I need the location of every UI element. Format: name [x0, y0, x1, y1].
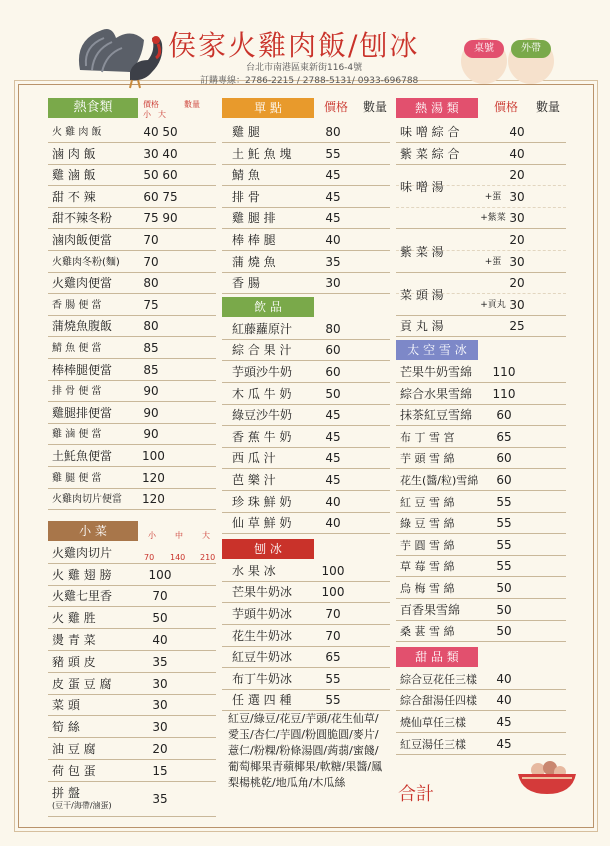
side-price: 40 [152, 633, 168, 647]
item-name: 蒲 燒 魚 [232, 254, 276, 269]
price-small: 60 [143, 189, 159, 204]
size-large-label: 大 [202, 530, 210, 540]
menu-row[interactable] [48, 252, 216, 273]
snow-price: 60 [496, 408, 512, 423]
price-small: 80 [143, 276, 159, 291]
item-name: 棒 棒 腿 [232, 233, 276, 247]
drink-row[interactable] [222, 427, 390, 448]
snow-name: 草 莓 雪 綿 [400, 560, 455, 574]
item-name: 甜 不 辣 [52, 189, 96, 204]
snow-name: 抹茶紅豆雪綿 [400, 408, 473, 423]
menu-row[interactable] [222, 208, 390, 229]
ice-row[interactable] [222, 604, 390, 625]
dessert-price: 40 [496, 671, 512, 686]
drink-price: 80 [325, 321, 341, 336]
price-small: 120 [142, 470, 165, 485]
size-large-price: 210 [200, 552, 216, 562]
item-name: 火雞肉切片便當 [52, 494, 122, 506]
table-number-label: 桌號 [464, 40, 504, 58]
side-row[interactable] [48, 674, 216, 695]
snow-price: 50 [496, 624, 512, 639]
price-small: 80 [143, 319, 159, 334]
soup-price: 20 [509, 233, 525, 247]
price-large: 50 [162, 125, 178, 139]
dessert-bowl-icon [516, 756, 578, 796]
ice-row[interactable] [222, 561, 390, 582]
soup-price: 20 [509, 276, 525, 291]
menu-row[interactable] [222, 187, 390, 208]
soup-name: 菜 頭 湯 [400, 287, 444, 302]
soup-price: 25 [509, 319, 525, 334]
soup-row[interactable] [396, 316, 566, 337]
snow-row[interactable] [396, 513, 566, 534]
item-price: 45 [325, 211, 341, 226]
menu-row[interactable] [222, 252, 390, 273]
large-label: 大 [158, 110, 166, 119]
drink-row[interactable] [222, 384, 390, 405]
snow-row[interactable] [396, 427, 566, 448]
soup-name: 味 噌 綜 合 [400, 125, 460, 139]
item-name: 土 魠 魚 塊 [232, 146, 292, 161]
price-header: 價格 [323, 100, 348, 114]
drink-name: 木 瓜 牛 奶 [232, 386, 292, 401]
soup-name: 味 噌 湯 [400, 179, 444, 194]
soup-row[interactable] [396, 287, 566, 316]
side-price: 50 [152, 611, 168, 626]
item-name: 香 腸 便 當 [52, 299, 102, 311]
dessert-price: 45 [496, 736, 512, 751]
section-title-desserts: 甜 品 類 [396, 647, 478, 667]
item-price: 45 [325, 168, 341, 183]
soup-name: 貢 丸 湯 [400, 319, 444, 334]
dessert-price: 45 [496, 715, 512, 729]
soup-row[interactable] [396, 122, 566, 143]
item-price: 40 [325, 233, 341, 247]
size-medium-price: 140 [170, 552, 186, 562]
ice-name: 芒果牛奶冰 [232, 585, 293, 600]
item-name: 鯖 魚 便 當 [52, 343, 102, 354]
item-name: 滷 肉 飯 [52, 146, 96, 161]
soup-addon: +貢丸 [480, 299, 506, 310]
item-name: 棒棒腿便當 [52, 362, 113, 377]
soup-price: 30 [509, 211, 525, 226]
item-name: 香 腸 [232, 276, 260, 291]
section-title-hot-food: 熱食類 [48, 98, 138, 118]
price-small: 50 [143, 168, 159, 183]
side-name: 火 雞 胜 [52, 611, 96, 626]
section-title-drinks: 飲 品 [222, 297, 314, 317]
menu-row[interactable] [48, 165, 216, 186]
side-row[interactable] [48, 565, 216, 586]
price-large: 40 [162, 146, 178, 161]
dessert-name: 綜合甜湯任四樣 [400, 694, 477, 708]
soup-price: 40 [509, 125, 525, 139]
dessert-row[interactable] [396, 690, 566, 711]
side-row[interactable] [48, 652, 216, 673]
price-small: 120 [142, 492, 165, 507]
ice-row[interactable] [222, 582, 390, 603]
side-price: 30 [152, 676, 168, 691]
section-title-sides: 小 菜 [48, 521, 138, 541]
snow-price: 110 [492, 386, 516, 401]
small-label: 小 [143, 110, 151, 119]
item-name: 火雞肉冬粉(麵) [52, 256, 120, 268]
snow-price: 55 [496, 559, 512, 574]
ice-row[interactable] [222, 647, 390, 668]
section-title-snow-ice: 太 空 雪 冰 [396, 340, 478, 360]
snow-name: 芋 圓 雪 綿 [400, 538, 455, 552]
price-large: 75 [162, 189, 178, 204]
section-title-a-la-carte: 單 點 [222, 98, 314, 118]
menu-row[interactable] [48, 446, 216, 467]
soup-price: 30 [509, 297, 525, 312]
snow-row[interactable] [396, 470, 566, 491]
section-title-soup: 熱 湯 類 [396, 98, 478, 118]
soup-price: 30 [509, 189, 525, 204]
price-small: 90 [143, 405, 159, 420]
price-small: 40 [143, 125, 159, 139]
snow-row[interactable] [396, 600, 566, 621]
drink-name: 西 瓜 汁 [232, 451, 276, 466]
drink-row[interactable] [222, 319, 390, 340]
dessert-row[interactable] [396, 669, 566, 690]
size-medium-label: 中 [175, 530, 183, 540]
side-name: 火 雞 翅 膀 [52, 567, 112, 582]
price-header: 價格 [143, 100, 159, 109]
snow-name: 花生(醬/粒)雪綿 [400, 474, 479, 487]
snow-price: 65 [496, 429, 512, 444]
menu-row[interactable] [48, 295, 216, 316]
side-row[interactable] [48, 739, 216, 760]
qty-header: 數量 [535, 100, 560, 114]
ice-row[interactable] [222, 669, 390, 690]
menu-row[interactable] [48, 208, 216, 229]
price-small: 100 [142, 449, 165, 463]
menu-row[interactable] [48, 424, 216, 445]
item-name: 滷肉飯便當 [52, 233, 113, 247]
price-small: 70 [143, 254, 159, 269]
dessert-price: 40 [496, 693, 512, 708]
side-row[interactable] [48, 586, 216, 607]
total-label: 合計 [398, 784, 434, 805]
drink-name: 仙 草 鮮 奶 [232, 516, 292, 531]
ice-name: 花生牛奶冰 [232, 628, 293, 643]
soup-row[interactable] [396, 144, 566, 165]
item-name: 排 骨 便 當 [52, 386, 102, 398]
drink-name: 綠豆沙牛奶 [232, 408, 293, 423]
snow-name: 紅 豆 雪 綿 [400, 495, 455, 509]
snow-row[interactable] [396, 384, 566, 405]
section-title-shaved-ice: 刨 冰 [222, 539, 314, 559]
price-small: 85 [143, 341, 159, 355]
menu-row[interactable] [222, 230, 390, 251]
snow-name: 布 丁 雪 宮 [400, 430, 455, 444]
drink-name: 珍 珠 鮮 奶 [232, 494, 292, 509]
item-name: 火雞肉便當 [52, 276, 113, 291]
side-name: 火雞七里香 [52, 589, 113, 604]
topping-list: 紅豆/綠豆/花豆/芋頭/花生仙草/愛玉/杏仁/芋圓/粉圓脆圓/麥片/薏仁/粉粿/粉條湯圓/蒟蒻/蜜餞/葡萄椰果青蘋椰果/軟糖/果醬/鳳梨楊桃乾/地瓜角/木瓜絲 [228, 712, 383, 789]
menu-row[interactable] [48, 403, 216, 424]
drink-name: 綜 合 果 汁 [232, 343, 292, 358]
snow-name: 芋 頭 雪 綿 [400, 452, 455, 466]
menu-row[interactable] [48, 230, 216, 251]
page-title: 侯家火雞肉飯/刨冰 [168, 29, 420, 62]
drink-row[interactable] [222, 405, 390, 426]
snow-row[interactable] [396, 535, 566, 556]
soup-price: 30 [509, 254, 525, 269]
side-row[interactable] [48, 630, 216, 651]
side-name: 筍 絲 [52, 720, 80, 735]
price-small: 85 [143, 362, 159, 377]
menu-row[interactable] [222, 165, 390, 186]
menu-row[interactable] [48, 360, 216, 381]
ice-price: 65 [325, 650, 341, 665]
menu-row[interactable] [48, 144, 216, 165]
snow-row[interactable] [396, 362, 566, 383]
side-row[interactable] [48, 717, 216, 738]
item-price: 55 [325, 146, 341, 161]
size-small-price: 70 [144, 552, 155, 562]
side-price: 35 [152, 654, 168, 669]
dessert-name: 綜合豆花任三樣 [400, 672, 477, 686]
side-price: 70 [152, 589, 168, 604]
drink-price: 50 [325, 386, 341, 401]
soup-addon: +紫菜 [480, 213, 506, 224]
side-row[interactable] [48, 783, 216, 817]
drink-row[interactable] [222, 448, 390, 469]
side-price: 100 [148, 567, 172, 582]
soup-addon: +蛋 [484, 191, 502, 202]
drink-name: 芭 樂 汁 [232, 473, 276, 487]
dessert-row[interactable] [396, 712, 566, 733]
drink-price: 45 [325, 408, 341, 423]
price-small: 75 [143, 211, 159, 226]
item-name: 雞 腿 [232, 125, 260, 139]
snow-row[interactable] [396, 448, 566, 469]
item-name: 鯖 魚 [232, 168, 260, 183]
snow-row[interactable] [396, 556, 566, 577]
dessert-name: 紅豆湯任三樣 [400, 737, 466, 751]
menu-row[interactable] [48, 316, 216, 337]
menu-row[interactable] [222, 273, 390, 294]
ice-price: 70 [325, 628, 341, 643]
item-name: 土魠魚便當 [52, 449, 113, 463]
side-name: 拼 盤 [52, 785, 80, 800]
size-small-label: 小 [148, 530, 156, 540]
snow-row[interactable] [396, 621, 566, 642]
snow-price: 60 [496, 473, 512, 487]
drink-row[interactable] [222, 513, 390, 534]
side-price: 20 [152, 742, 168, 756]
side-name: 荷 包 蛋 [52, 763, 96, 778]
drink-row[interactable] [222, 340, 390, 361]
side-name: 菜 頭 [52, 698, 80, 713]
soup-price: 20 [509, 168, 525, 183]
drink-price: 40 [325, 516, 341, 531]
menu-row[interactable] [222, 144, 390, 165]
drink-price: 60 [325, 343, 341, 358]
price-small: 30 [143, 146, 159, 161]
ice-price: 55 [325, 671, 341, 686]
ice-name: 布丁牛奶冰 [232, 671, 293, 686]
item-name: 雞 滷 飯 [52, 168, 96, 183]
menu-row[interactable] [48, 187, 216, 208]
drink-price: 45 [325, 429, 341, 444]
ice-name: 芋頭牛奶冰 [232, 607, 293, 621]
side-row[interactable] [48, 543, 216, 564]
item-name: 排 骨 [232, 189, 260, 204]
drink-row[interactable] [222, 362, 390, 383]
menu-row[interactable] [48, 468, 216, 489]
item-name: 火 雞 肉 飯 [52, 127, 102, 138]
soup-name: 紫 菜 湯 [400, 244, 444, 259]
side-price: 15 [152, 763, 168, 778]
drink-price: 45 [325, 473, 341, 487]
soup-name: 紫 菜 綜 合 [400, 146, 460, 161]
snow-name: 桑 葚 雪 綿 [400, 625, 455, 639]
item-name: 蒲燒魚腹飯 [52, 319, 113, 334]
item-price: 80 [325, 125, 341, 139]
side-price: 30 [152, 698, 168, 713]
item-price: 45 [325, 189, 341, 204]
snow-name: 綜合水果雪綿 [400, 386, 473, 401]
ice-row[interactable] [222, 626, 390, 647]
ice-name: 水 果 冰 [232, 563, 276, 578]
side-price: 35 [152, 791, 168, 806]
item-price: 35 [325, 254, 341, 269]
snow-name: 百香果雪綿 [400, 602, 461, 617]
drink-price: 45 [325, 451, 341, 466]
soup-row[interactable] [396, 208, 566, 229]
drink-name: 芋頭沙牛奶 [232, 365, 293, 379]
drink-name: 香 蕉 牛 奶 [232, 429, 292, 444]
snow-price: 50 [496, 602, 512, 617]
menu-row[interactable] [48, 489, 216, 510]
phone-numbers: 訂購專線：2786-2215 / 2788-5131/ 0933-696788 [200, 76, 419, 86]
item-name: 雞 腿 排 [232, 211, 276, 226]
drink-name: 紅藤蘿原汁 [232, 321, 293, 336]
soup-row[interactable] [396, 244, 566, 273]
drink-price: 40 [325, 494, 341, 509]
snow-price: 50 [496, 581, 512, 595]
side-name: 火雞肉切片 [52, 545, 113, 560]
soup-addon: +蛋 [484, 256, 502, 267]
header [0, 0, 610, 90]
snow-price: 55 [496, 537, 512, 552]
dessert-name: 燒仙草任三樣 [400, 716, 466, 729]
item-name: 雞 滷 便 當 [52, 429, 102, 441]
drink-price: 60 [325, 365, 341, 379]
snow-price: 55 [496, 494, 512, 509]
menu-row[interactable] [48, 273, 216, 294]
menu-row[interactable] [48, 122, 216, 143]
snow-name: 烏 梅 雪 綿 [400, 582, 455, 595]
item-name: 雞 腿 便 當 [52, 472, 102, 484]
dessert-row[interactable] [396, 734, 566, 755]
ice-name: 紅豆牛奶冰 [232, 650, 293, 665]
address: 台北市南港區東新街116-4號 [246, 63, 363, 73]
side-name: 油 豆 腐 [52, 742, 96, 756]
side-subtitle: (豆干/海帶/滷蛋) [52, 800, 112, 810]
turkey-icon [72, 20, 168, 90]
menu-row[interactable] [222, 122, 390, 143]
ice-price: 55 [325, 693, 341, 708]
takeout-label: 外帶 [511, 40, 551, 58]
item-name: 甜不辣冬粉 [52, 211, 113, 226]
item-price: 30 [325, 276, 341, 291]
price-large: 90 [162, 211, 178, 226]
drink-row[interactable] [222, 470, 390, 491]
side-row[interactable] [48, 695, 216, 716]
soup-row[interactable] [396, 179, 566, 208]
ice-name: 任 選 四 種 [232, 693, 292, 708]
ice-row[interactable] [222, 690, 390, 711]
side-name: 皮 蛋 豆 腐 [52, 676, 112, 691]
snow-price: 110 [492, 365, 516, 379]
snow-name: 芒果牛奶雪綿 [400, 365, 473, 379]
snow-row[interactable] [396, 578, 566, 599]
price-small: 90 [143, 384, 159, 399]
ice-price: 100 [321, 563, 345, 578]
price-small: 70 [143, 233, 159, 247]
soup-price: 40 [509, 146, 525, 161]
side-price: 30 [152, 720, 168, 735]
side-name: 豬 頭 皮 [52, 654, 96, 669]
side-row[interactable] [48, 761, 216, 782]
qty-header: 數量 [362, 100, 387, 114]
price-small: 90 [143, 427, 159, 442]
snow-price: 60 [496, 451, 512, 466]
item-name: 雞腿排便當 [52, 405, 113, 420]
snow-name: 綠 豆 雪 綿 [400, 517, 455, 531]
menu-row[interactable] [48, 338, 216, 359]
snow-row[interactable] [396, 405, 566, 426]
snow-price: 55 [496, 516, 512, 531]
price-small: 75 [143, 297, 159, 312]
drink-row[interactable] [222, 492, 390, 513]
snow-row[interactable] [396, 492, 566, 513]
side-name: 燙 青 菜 [52, 633, 96, 647]
price-header: 價格 [493, 100, 518, 114]
ice-price: 100 [321, 585, 345, 600]
ice-price: 70 [325, 607, 341, 621]
side-row[interactable] [48, 608, 216, 629]
menu-row[interactable] [48, 381, 216, 402]
price-large: 60 [162, 168, 178, 183]
qty-header: 數量 [184, 100, 200, 109]
